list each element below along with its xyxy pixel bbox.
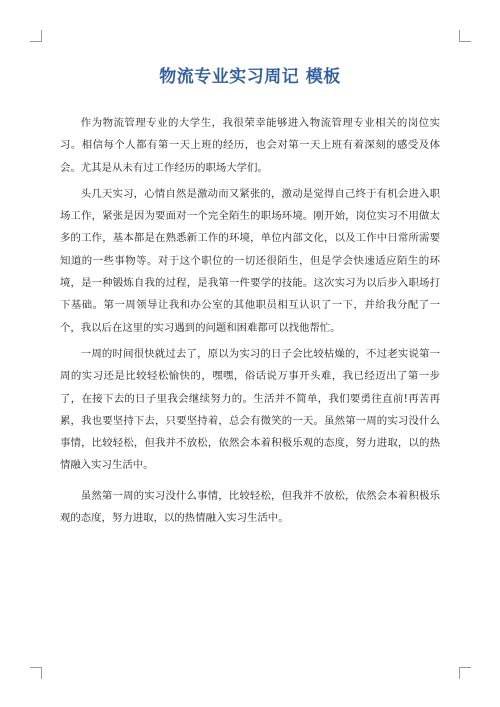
paragraph-first-days: 头几天实习，心情自然是激动而又紧张的，激动是觉得自己终于有机会进入职场工作，紧张是因为要面对一个完全陌生的职场环境。刚开始，岗位实习不用做太多的工作，基本都是在熟悉新工作的环境，单位内部文化，以及工作中日常所需要知道的一些事物等。对于这个职位的一切还很陌生，但是学会快速适应陌生的环境，是一种锻炼自我的过程，是我第一件要学的技能。这次实习为以后步入职场打下基础。第一周领导让我和办公室的其他职员相互认识了一下，并给我分配了一个，我以后在这里的实习遇到的问题和困难都可以找他帮忙。 — [60, 187, 440, 334]
crop-mark-bottom-right — [459, 667, 471, 679]
crop-mark-top-right — [459, 30, 471, 42]
document-title: 物流专业实习周记 模板 — [159, 67, 341, 87]
paragraph-first-week: 一周的时间很快就过去了，原以为实习的日子会比较枯燥的，不过老实说第一周的实习还是比较轻松愉快的，嘿嘿，俗话说万事开头难，我已经迈出了第一步了，在接下去的日子里我会继续努力的。生活并不简单，我们要勇往直前!再苦再累，我也要坚持下去，只要坚持着，总会有微笑的一天。虽然第一周的实习没什么事情，比较轻松，但我并不放松，依然会本着积极乐观的态度，努力进取，以的热情融入实习生活中。 — [60, 347, 440, 472]
document-body — [60, 112, 440, 533]
paragraph-intro: 作为物流管理专业的大学生，我很荣幸能够进入物流管理专业相关的岗位实习。相信每个人都有第一天上班的经历，也会对第一天上班有着深刻的感受及体会。尤其是从未有过工作经历的职场大学们。 — [60, 117, 440, 174]
crop-mark-bottom-left — [30, 667, 42, 679]
paragraph-conclusion: 虽然第一周的实习没什么事情，比较轻松，但我并不放松，依然会本着积极乐观的态度，努力进取，以的热情融入实习生活中。 — [60, 489, 440, 525]
crop-mark-top-left — [30, 30, 42, 42]
